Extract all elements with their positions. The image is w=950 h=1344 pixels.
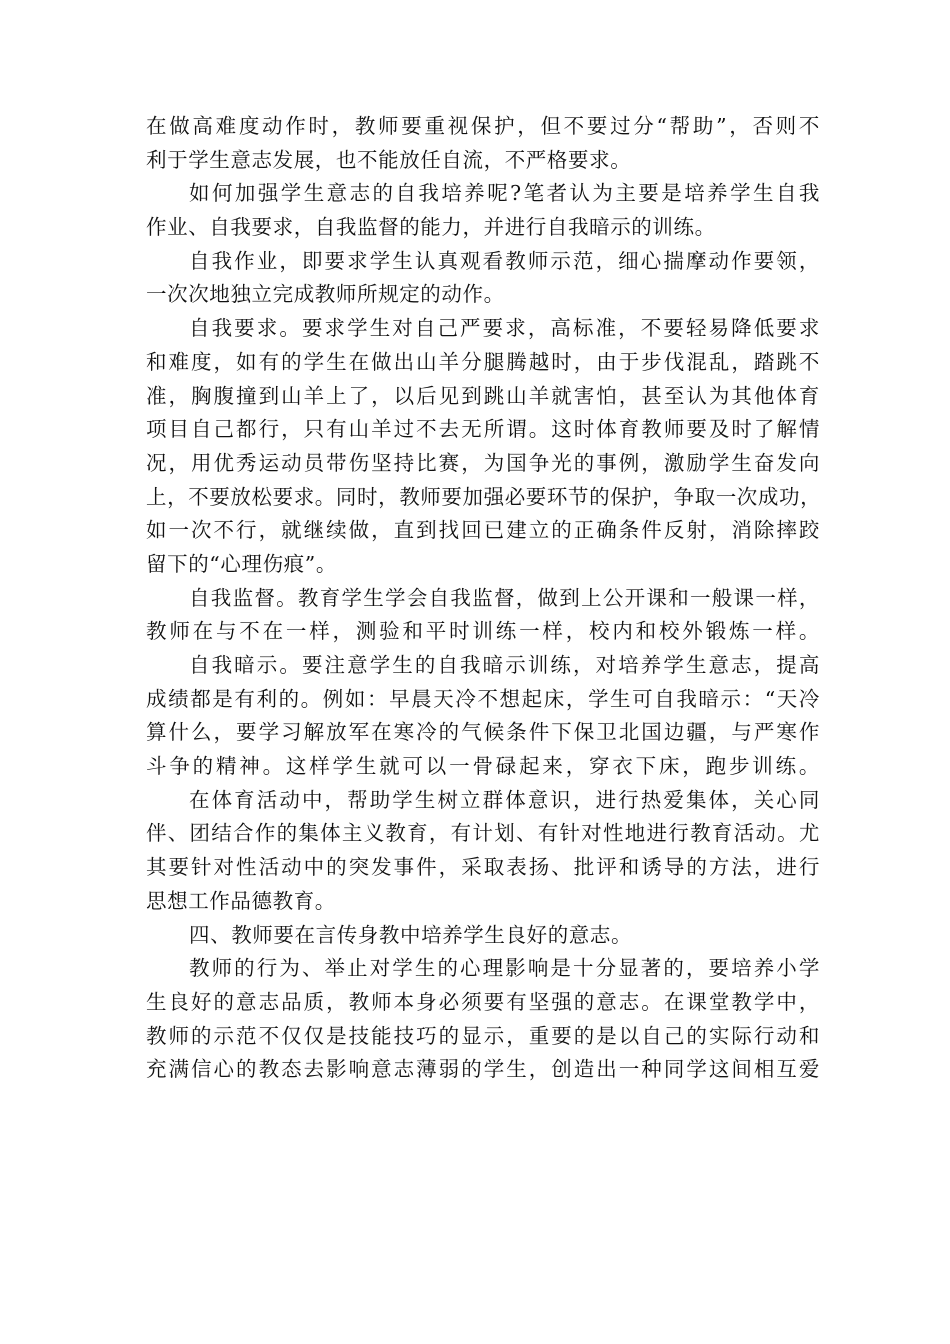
text-line: 如一次不行，就继续做，直到找回已建立的正确条件反射，消除摔跤 xyxy=(146,518,820,543)
text-line: 和难度，如有的学生在做出山羊分腿腾越时，由于步伐混乱，踏跳不 xyxy=(146,349,820,374)
text-line: 充满信心的教态去影响意志薄弱的学生，创造出一种同学这间相互爱 xyxy=(146,1057,820,1082)
paragraph-first-line: 如何加强学生意志的自我培养呢?笔者认为主要是培养学生自我 xyxy=(189,181,820,206)
paragraph-first-line: 教师的行为、举止对学生的心理影响是十分显著的，要培养小学 xyxy=(189,956,820,981)
paragraph-first-line: 自我作业，即要求学生认真观看教师示范，细心揣摩动作要领， xyxy=(189,248,820,273)
paragraph-first-line: 在体育活动中，帮助学生树立群体意识，进行热爱集体，关心同 xyxy=(189,787,820,812)
text-line: 上，不要放松要求。同时，教师要加强必要环节的保护，争取一次成功， xyxy=(146,484,822,509)
text-line: 作业、自我要求，自我监督的能力，并进行自我暗示的训练。 xyxy=(146,215,716,240)
text-line: 其要针对性活动中的突发事件，采取表扬、批评和诱导的方法，进行 xyxy=(146,855,820,880)
text-line: 准，胸腹撞到山羊上了，以后见到跳山羊就害怕，甚至认为其他体育 xyxy=(146,383,820,408)
text-line: 成绩都是有利的。例如：早晨天冷不想起床，学生可自我暗示：“天冷 xyxy=(146,686,820,711)
text-line: 斗争的精神。这样学生就可以一骨碌起来，穿衣下床，跑步训练。 xyxy=(146,754,820,779)
text-line: 算什么，要学习解放军在寒冷的气候条件下保卫北国边疆，与严寒作 xyxy=(146,720,820,745)
text-line: 一次次地独立完成教师所规定的动作。 xyxy=(146,282,505,307)
paragraph-first-line: 自我监督。教育学生学会自我监督，做到上公开课和一般课一样， xyxy=(189,585,820,610)
text-line: 在做高难度动作时，教师要重视保护，但不要过分“帮助”，否则不 xyxy=(146,114,820,138)
text-line: 况，用优秀运动员带伤坚持比赛，为国争光的事例，激励学生奋发向 xyxy=(146,450,820,475)
text-line: 教师的示范不仅仅是技能技巧的显示，重要的是以自己的实际行动和 xyxy=(146,1023,820,1048)
paragraph-first-line: 自我暗示。要注意学生的自我暗示训练，对培养学生意志，提高 xyxy=(189,653,820,677)
text-line: 利于学生意志发展，也不能放任自流，不严格要求。 xyxy=(146,147,632,172)
text-line: 教师在与不在一样，测验和平时训练一样，校内和校外锻炼一样。 xyxy=(146,619,820,644)
text-line: 伴、团结合作的集体主义教育，有计划、有针对性地进行教育活动。尤 xyxy=(146,821,820,846)
text-line: 项目自己都行，只有山羊过不去无所谓。这时体育教师要及时了解情 xyxy=(146,417,820,442)
section-heading: 四、教师要在言传身教中培养学生良好的意志。 xyxy=(189,922,633,947)
text-line: 留下的“心理伤痕”。 xyxy=(146,551,337,576)
text-line: 思想工作品德教育。 xyxy=(146,888,336,913)
text-line: 生良好的意志品质，教师本身必须要有坚强的意志。在课堂教学中， xyxy=(146,989,820,1014)
body-text xyxy=(146,110,820,1087)
paragraph-first-line: 自我要求。要求学生对自己严要求，高标准，不要轻易降低要求 xyxy=(189,316,820,341)
